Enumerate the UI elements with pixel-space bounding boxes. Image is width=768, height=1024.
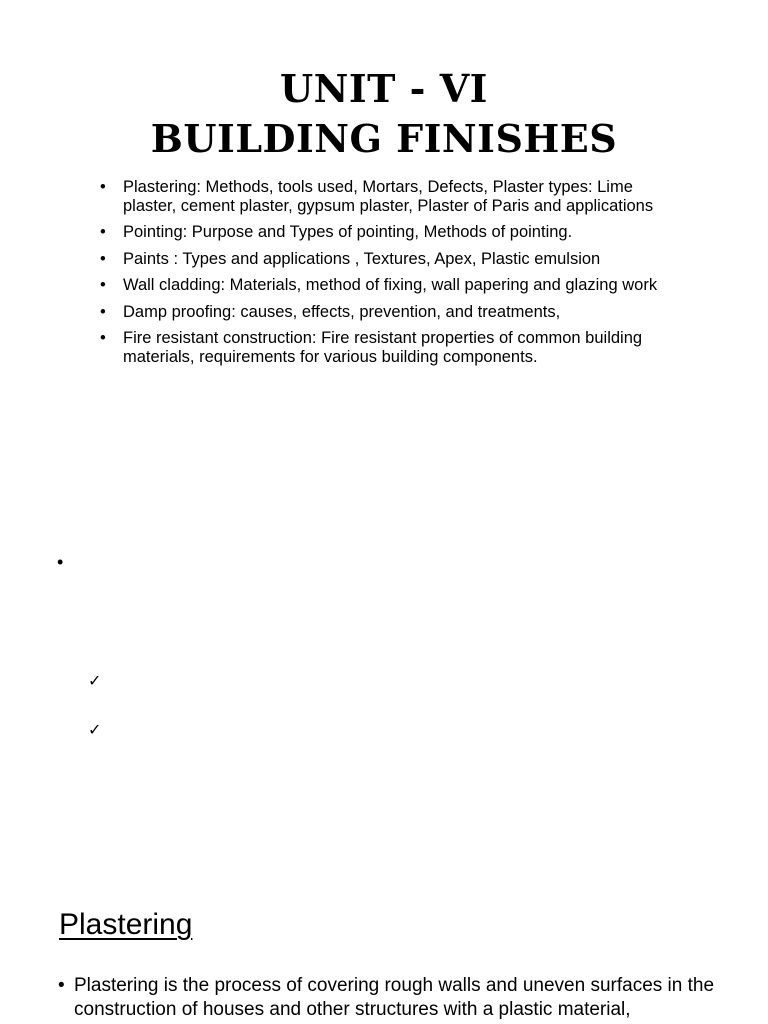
list-item-text: Plastering: Methods, tools used, Mortars, Defects, Plaster types: Lime plaster, cement plaster, gypsum plaster, Plaster of Paris and applications — [123, 178, 654, 215]
list-item-text: Damp proofing: causes, effects, prevention, and treatments, — [123, 302, 561, 321]
checkmark-icon: ✓ — [88, 722, 102, 739]
list-item — [100, 178, 680, 215]
list-item — [100, 276, 680, 295]
bullet-icon: • — [100, 302, 106, 321]
list-item — [100, 329, 680, 366]
bullet-icon: • — [100, 329, 106, 347]
list-item-text: Fire resistant construction: Fire resistant properties of common building materials, requirements for various building components. — [123, 329, 643, 366]
topic-list — [100, 178, 680, 374]
list-item — [100, 223, 680, 242]
list-item-text: Pointing: Purpose and Types of pointing, Methods of pointing. — [123, 223, 573, 241]
page-title — [0, 64, 768, 164]
paragraph-text: Plastering is the process of covering rough walls and uneven surfaces in the construction of houses and other structures with a plastic material, — [74, 975, 715, 1020]
list-item — [100, 303, 680, 322]
title-line-topic: BUILDING FINISHES — [150, 116, 618, 161]
section-heading: Plastering — [59, 908, 193, 941]
bullet-icon: • — [100, 223, 106, 241]
section-paragraph — [58, 974, 738, 1022]
empty-bullet-icon: • — [57, 552, 64, 572]
list-item-text: Paints : Types and applications , Textures, Apex, Plastic emulsion — [123, 249, 601, 268]
title-line-unit: UNIT - VI — [280, 66, 488, 111]
bullet-icon: • — [100, 249, 106, 268]
bullet-icon: • — [100, 276, 106, 294]
list-item-text: Wall cladding: Materials, method of fixing, wall papering and glazing work — [123, 276, 658, 294]
checkmark-icon: ✓ — [88, 673, 102, 690]
list-item — [100, 250, 680, 269]
bullet-icon: • — [58, 975, 65, 996]
bullet-icon: • — [100, 178, 106, 196]
